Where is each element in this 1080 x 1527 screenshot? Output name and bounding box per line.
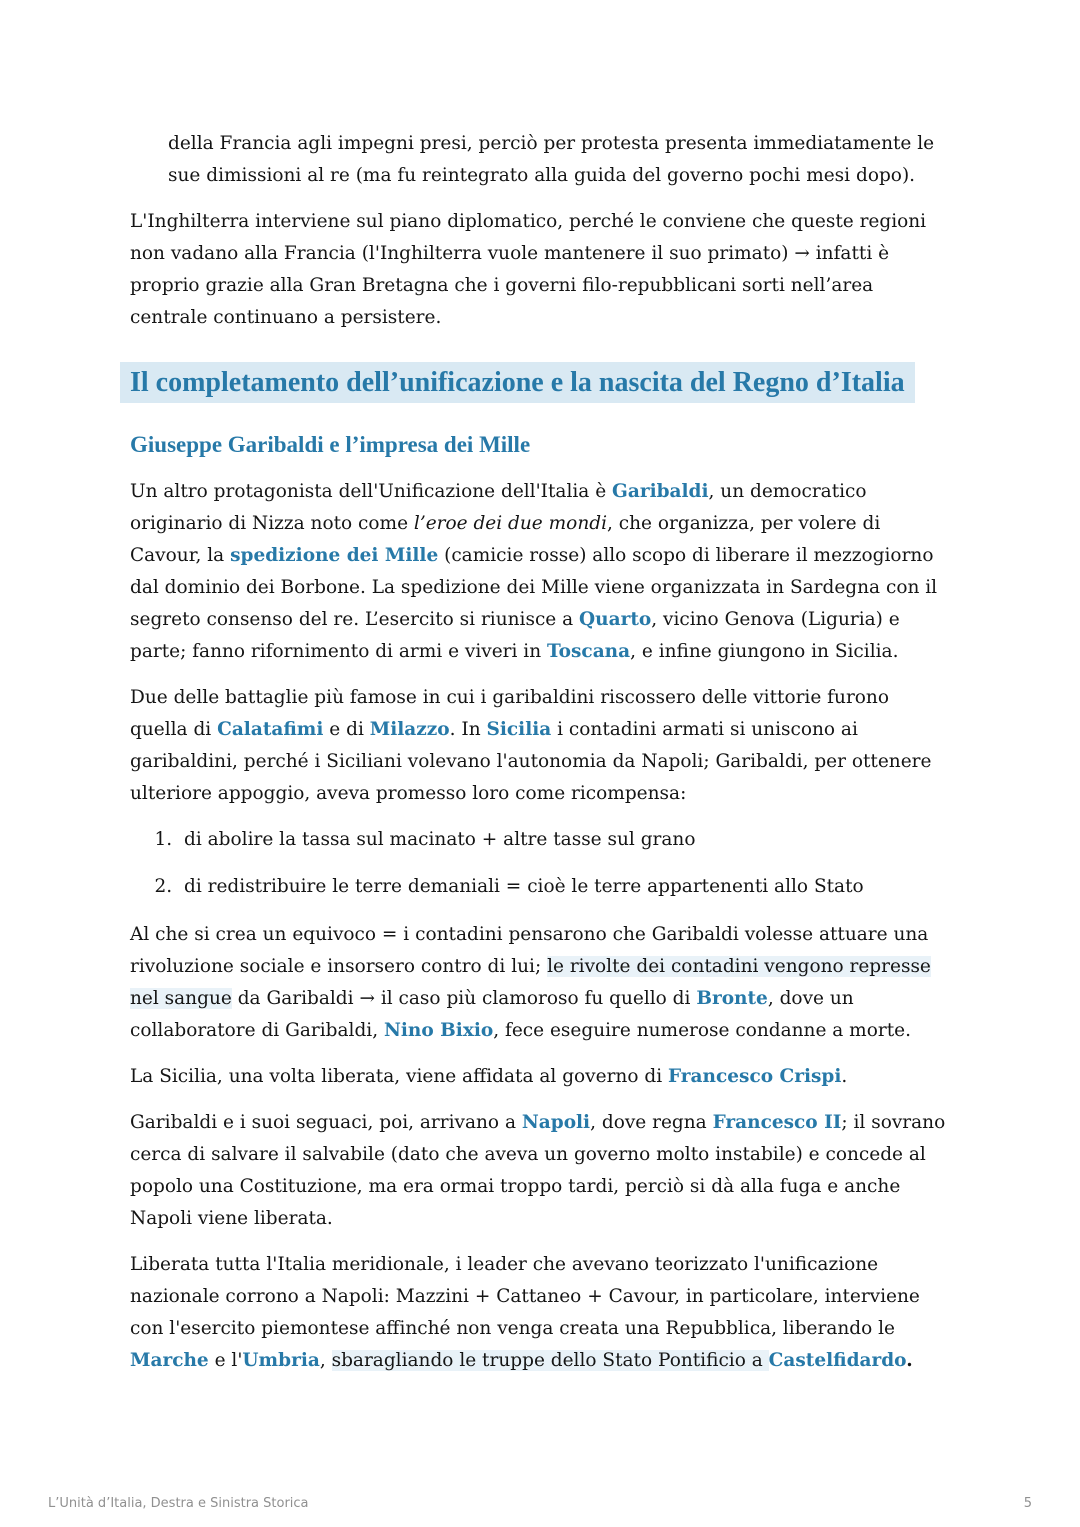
paragraph	[130, 128, 950, 192]
keyword-term: Milazzo	[369, 719, 450, 740]
text-segment: Due delle battaglie più famose in cui i garibaldini riscossero delle vittorie furono quella di	[130, 687, 889, 740]
keyword-term: Calatafimi	[217, 719, 324, 740]
paragraph	[130, 1061, 950, 1093]
text-segment: , fece eseguire numerose condanne a morte.	[493, 1020, 911, 1041]
paragraph	[130, 1249, 950, 1377]
keyword-term: Toscana	[547, 641, 631, 662]
keyword-term: Garibaldi	[612, 481, 709, 502]
paragraph	[130, 206, 950, 334]
footer-title: L’Unità d’Italia, Destra e Sinistra Storica	[48, 1496, 309, 1511]
paragraph	[130, 919, 950, 1047]
text-segment: , dove regna	[590, 1112, 713, 1133]
text-segment: , un democratico originario di Nizza noto come	[130, 481, 867, 534]
text-segment: , che organizza, per volere di Cavour, la	[130, 513, 881, 566]
list-item: 1. di abolire la tassa sul macinato + altre tasse sul grano	[178, 824, 950, 856]
text-segment: L'Inghilterra interviene sul piano diplomatico, perché le conviene che queste regioni non vadano alla Francia (l'Inghilterra vuole mantenere il suo primato) → infatti è proprio grazie alla Gran Bretagna che i governi filo-repubblicani sorti nell’area centrale continuano a persistere.	[130, 211, 927, 328]
text-segment: e di	[323, 719, 370, 740]
page-footer	[48, 1496, 1032, 1511]
paragraph	[130, 1107, 950, 1235]
keyword-term: Francesco Crispi	[668, 1066, 842, 1087]
keyword-term: Marche	[130, 1350, 209, 1371]
keyword-term: Castelfidardo	[768, 1350, 907, 1371]
text-segment: ,	[319, 1350, 332, 1371]
keyword-term: Napoli	[521, 1112, 591, 1133]
text-segment: e l'	[208, 1350, 243, 1371]
keyword-term: Quarto	[579, 609, 652, 630]
section-heading	[130, 362, 950, 404]
ordered-list	[130, 824, 950, 903]
keyword-term: Bronte	[696, 988, 768, 1009]
keyword-term: Francesco II	[712, 1112, 842, 1133]
keyword-term: Nino Bixio	[383, 1020, 494, 1041]
text-segment: .	[906, 1350, 913, 1371]
text-segment: .	[841, 1066, 848, 1087]
text-segment: La Sicilia, una volta liberata, viene affidata al governo di	[130, 1066, 668, 1087]
highlighted-text: sbaragliando le truppe dello Stato Pontificio a	[331, 1350, 769, 1371]
highlighted-text: le rivolte dei contadini vengono represse nel sangue	[130, 956, 931, 1009]
list-item: 2. di redistribuire le terre demaniali = cioè le terre appartenenti allo Stato	[178, 871, 950, 903]
text-segment: l’eroe dei due mondi	[413, 513, 607, 534]
keyword-term: spedizione dei Mille	[230, 545, 439, 566]
text-segment: da Garibaldi → il caso più clamoroso fu quello di	[231, 988, 697, 1009]
heading-highlight-band: Il completamento dell’unificazione e la nascita del Regno d’Italia	[120, 362, 915, 403]
text-segment: Garibaldi e i suoi seguaci, poi, arrivano a	[130, 1112, 522, 1133]
text-segment: Al che si crea un equivoco = i contadini pensarono che Garibaldi volesse attuare una rivoluzione sociale e insorsero contro di lui;	[130, 924, 929, 977]
text-segment: Un altro protagonista dell'Unificazione dell'Italia è	[130, 481, 613, 502]
text-segment: Liberata tutta l'Italia meridionale, i leader che avevano teorizzato l'unificazione nazionale corrono a Napoli: Mazzini + Cattaneo + Cavour, in particolare, interviene con l'esercito piemontese affinché non venga creata una Repubblica, liberando le	[130, 1254, 920, 1339]
subsection-heading: Giuseppe Garibaldi e l’impresa dei Mille	[130, 432, 531, 457]
text-segment: della Francia agli impegni presi, perciò per protesta presenta immediatamente le sue dimissioni al re (ma fu reintegrato alla guida del governo pochi mesi dopo).	[168, 133, 935, 186]
text-segment: . In	[449, 719, 487, 740]
paragraph	[130, 682, 950, 810]
text-segment: , vicino Genova (Liguria) e parte; fanno rifornimento di armi e viveri in	[130, 609, 900, 662]
text-segment: , dove un collaboratore di Garibaldi,	[130, 988, 854, 1041]
keyword-term: Sicilia	[486, 719, 552, 740]
keyword-term: Umbria	[242, 1350, 320, 1371]
text-segment: ; il sovrano cerca di salvare il salvabile (dato che aveva un governo molto instabile) e concede al popolo una Costituzione, ma era ormai troppo tardi, perciò si dà alla fuga e anche Napoli viene liberata.	[130, 1112, 946, 1229]
text-segment: , e infine giungono in Sicilia.	[630, 641, 899, 662]
text-segment: (camicie rosse) allo scopo di liberare il mezzogiorno dal dominio dei Borbone. La spedizione dei Mille viene organizzata in Sardegna con il segreto consenso del re. L’esercito si riunisce a	[130, 545, 938, 630]
paragraph	[130, 476, 950, 668]
page-number: 5	[1023, 1496, 1032, 1511]
text-segment: i contadini armati si uniscono ai garibaldini, perché i Siciliani volevano l'autonomia da Napoli; Garibaldi, per ottenere ulteriore appoggio, aveva promesso loro come ricompensa:	[130, 719, 932, 804]
